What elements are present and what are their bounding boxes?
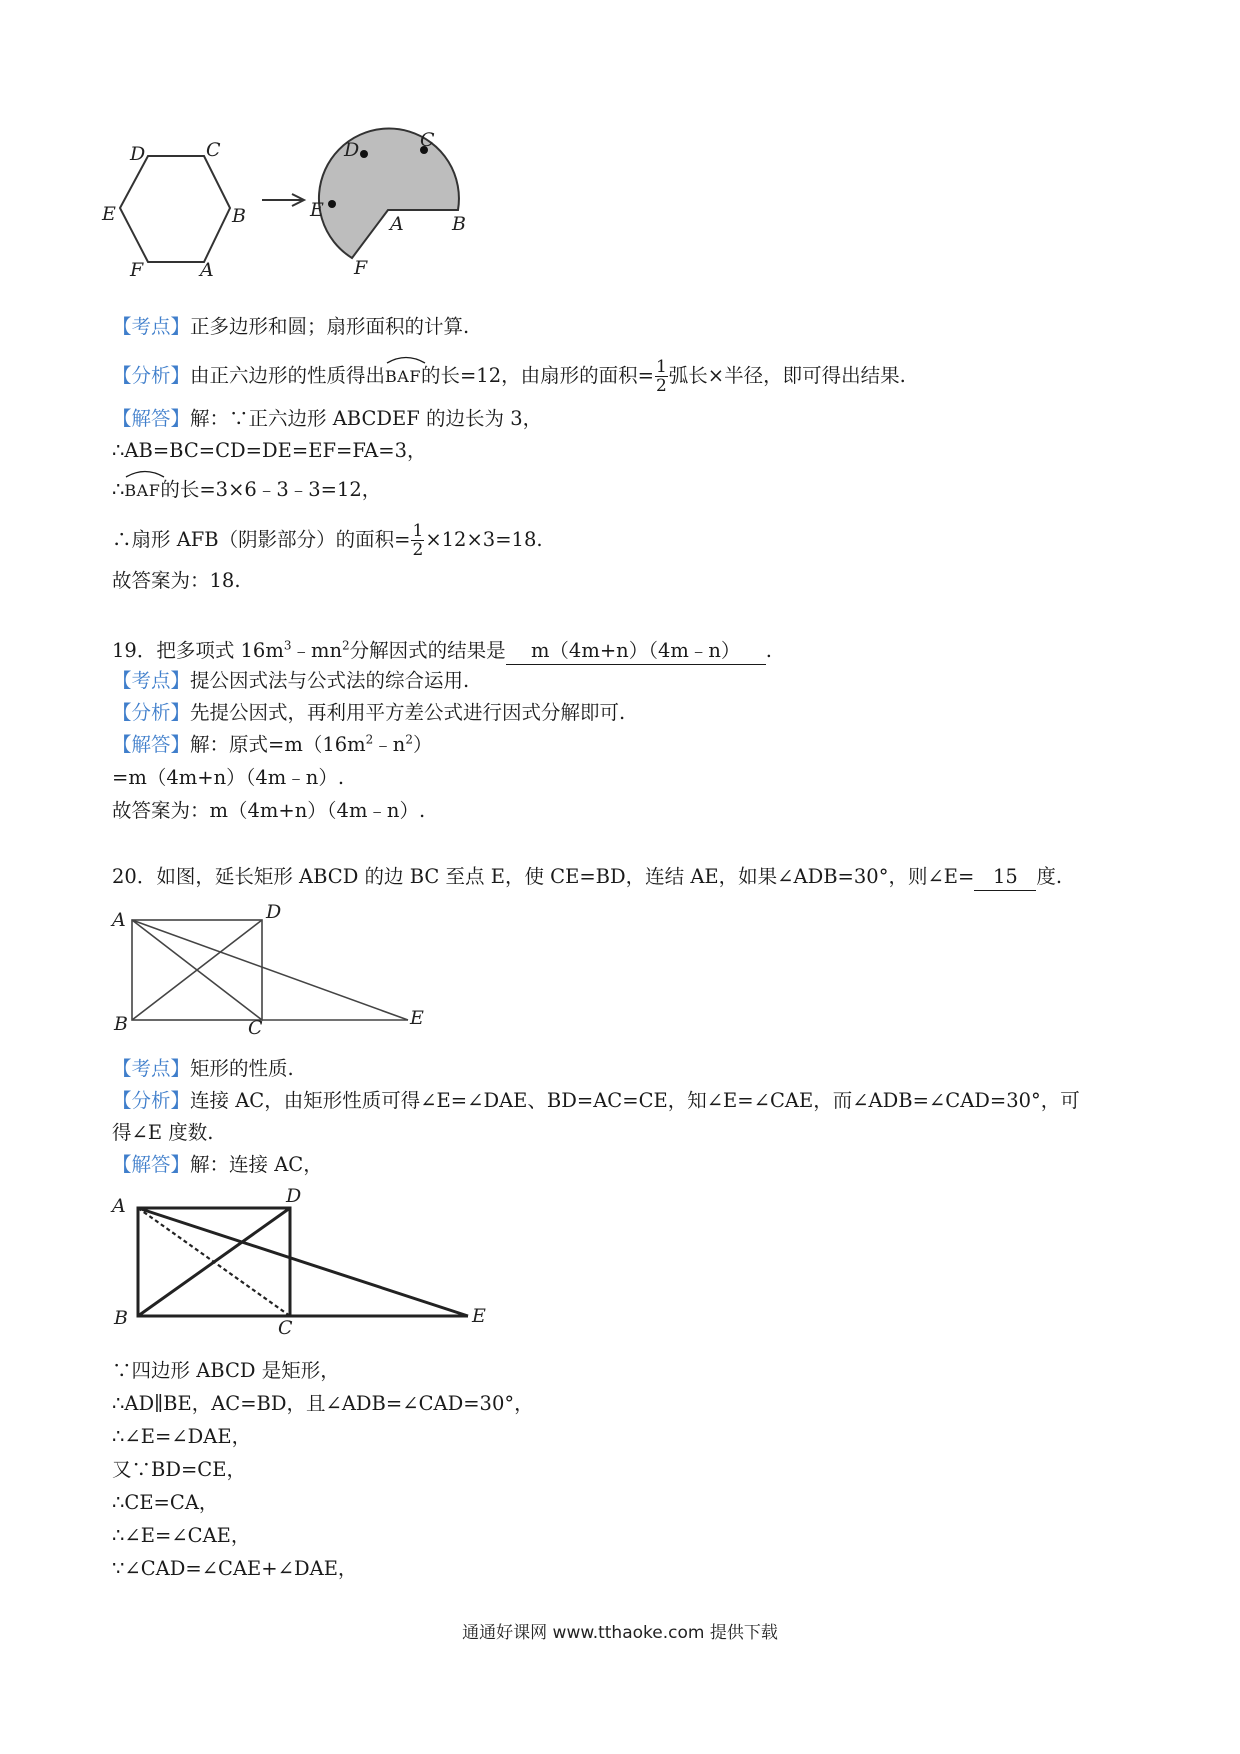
arc-mark-icon — [124, 468, 166, 478]
sector-label-c: C — [420, 129, 435, 151]
sector-label-e: E — [310, 199, 324, 221]
hex-label-e: E — [102, 203, 116, 225]
jieda-sup2: 2 — [405, 732, 413, 747]
q19-sup1: 3 — [283, 638, 292, 653]
fenxi-post: 弧长×半径，即可得出结果. — [668, 364, 906, 387]
page-footer: 通通好课网 www.tthaoke.com 提供下载 — [462, 1623, 778, 1643]
fig1-label-d: D — [266, 901, 282, 923]
q19-step1: =m（4m+n）（4m﹣n）. — [112, 766, 345, 789]
fig1-label-e: E — [410, 1007, 424, 1029]
q19-fenxi — [112, 700, 625, 726]
jieda-text: 解：∵正六边形 ABCDEF 的边长为 3， — [190, 407, 543, 430]
step3-pre: ∴扇形 AFB（阴影部分）的面积= — [112, 528, 411, 551]
figure1-lines — [132, 920, 408, 1020]
q19-question — [112, 638, 772, 665]
fig2-label-e: E — [472, 1305, 486, 1327]
q19-answer-blank: m（4m+n）（4m﹣n） — [506, 638, 766, 665]
rectangle-figure-1 — [108, 902, 438, 1038]
fenxi-text: 先提公因式，再利用平方差公式进行因式分解即可. — [190, 701, 626, 724]
hexagon-sector-figure — [102, 129, 528, 306]
sector-shape — [319, 129, 459, 258]
arc-baf — [385, 360, 421, 390]
fenxi-pre: 由正六边形的性质得出 — [190, 364, 386, 387]
hex-label-c: C — [206, 139, 221, 161]
sector-label-d: D — [344, 139, 360, 161]
q19-question-mid2: 分解因式的结果是 — [349, 639, 506, 662]
jieda-sup1: 2 — [365, 732, 374, 747]
q19-jieda — [112, 732, 433, 758]
q20-kaodian — [112, 1056, 294, 1082]
kaodian-tag: 【考点】 — [112, 315, 191, 338]
prev-step2 — [112, 474, 381, 504]
prev-jieda — [112, 406, 542, 432]
jieda-tag: 【解答】 — [112, 1153, 191, 1176]
fenxi-tag: 【分析】 — [112, 701, 191, 724]
q20-step-6: ∴∠E=∠CAE， — [112, 1524, 251, 1547]
sector-label-f: F — [354, 257, 368, 279]
frac-num: 1 — [412, 521, 424, 541]
q19-question-mid: ﹣mn — [291, 639, 343, 662]
fenxi-tag: 【分析】 — [112, 364, 191, 387]
sector-label-a: A — [390, 213, 404, 235]
q20-step-7: ∵∠CAD=∠CAE+∠DAE， — [112, 1557, 358, 1580]
q20-question-pre: 20．如图，延长矩形 ABCD 的边 BC 至点 E，使 CE=BD，连结 AE，如果∠ADB=30°，则∠E= — [112, 865, 975, 888]
jieda-mid: ﹣n — [373, 733, 406, 756]
arrow — [262, 194, 304, 206]
fig1-label-a: A — [112, 909, 126, 931]
kaodian-text: 矩形的性质. — [190, 1057, 294, 1080]
hexagon-shape — [120, 156, 230, 262]
q20-fenxi — [112, 1088, 1080, 1114]
prev-fenxi — [112, 358, 906, 395]
fig2-label-b: B — [114, 1307, 128, 1329]
fig1-label-b: B — [114, 1013, 128, 1035]
fig1-label-c: C — [248, 1017, 263, 1039]
q19-sup2: 2 — [342, 638, 350, 653]
arc-label: BAF — [124, 481, 161, 500]
q19-question-post: . — [765, 639, 772, 662]
arc-mark-icon — [385, 354, 427, 364]
sector-label-b: B — [452, 213, 466, 235]
fig2-label-d: D — [286, 1185, 302, 1207]
q20-answer-blank: 15 — [974, 864, 1036, 891]
q19-kaodian — [112, 668, 469, 694]
frac-num: 1 — [655, 357, 667, 377]
fraction-half — [655, 358, 668, 395]
kaodian-text: 提公因式法与公式法的综合运用. — [190, 669, 470, 692]
q20-step-3: ∴∠E=∠DAE， — [112, 1425, 252, 1448]
q20-question-post: 度. — [1036, 865, 1063, 888]
fenxi-text: 连接 AC，由矩形性质可得∠E=∠DAE、BD=AC=CE，知∠E=∠CAE，而∠ADB=∠CAD=30°，可 — [190, 1089, 1080, 1112]
arc-baf-2 — [124, 474, 160, 504]
fig2-label-c: C — [278, 1317, 293, 1339]
rectangle-figure-2 — [108, 1185, 508, 1339]
q20-question — [112, 864, 1062, 891]
q20-step-4: 又∵BD=CE， — [112, 1458, 246, 1481]
q20-step-5: ∴CE=CA， — [112, 1491, 219, 1514]
q20-step-1: ∵四边形 ABCD 是矩形， — [112, 1359, 340, 1382]
q20-jieda — [112, 1152, 323, 1178]
frac-den: 2 — [655, 376, 667, 396]
fenxi-tag: 【分析】 — [112, 1089, 191, 1112]
jieda-pre: 解：原式=m（16m — [190, 733, 366, 756]
frac-den: 2 — [412, 540, 424, 560]
q19-question-pre: 19．把多项式 16m — [112, 639, 284, 662]
fig2-label-a: A — [112, 1195, 126, 1217]
hex-label-d: D — [130, 143, 146, 165]
arc-label: BAF — [385, 367, 421, 386]
prev-answer: 故答案为：18. — [112, 569, 241, 592]
kaodian-tag: 【考点】 — [112, 1057, 191, 1080]
kaodian-tag: 【考点】 — [112, 669, 191, 692]
step2-post: 的长=3×6﹣3﹣3=12， — [160, 478, 382, 501]
fraction-half-2 — [411, 522, 424, 559]
fenxi-mid: 的长=12，由扇形的面积= — [420, 364, 654, 387]
prev-step1: ∴AB=BC=CD=DE=EF=FA=3， — [112, 439, 427, 462]
step2-pre: ∴ — [112, 478, 125, 501]
hex-label-a: A — [200, 259, 214, 281]
jieda-post: ） — [413, 733, 433, 756]
prev-step3 — [112, 522, 543, 559]
jieda-tag: 【解答】 — [112, 733, 191, 756]
q19-answer: 故答案为：m（4m+n）（4m﹣n）. — [112, 799, 426, 822]
hex-label-f: F — [130, 259, 144, 281]
figure2-lines — [138, 1208, 468, 1316]
hex-label-b: B — [232, 205, 246, 227]
q20-step-2: ∴AD∥BE，AC=BD，且∠ADB=∠CAD=30°， — [112, 1392, 534, 1415]
q20-fenxi-cont: 得∠E 度数. — [112, 1121, 214, 1144]
prev-kaodian — [112, 314, 469, 340]
kaodian-text: 正多边形和圆；扇形面积的计算. — [190, 315, 470, 338]
step3-post: ×12×3=18. — [425, 528, 543, 551]
jieda-text: 解：连接 AC， — [190, 1153, 323, 1176]
jieda-tag: 【解答】 — [112, 407, 191, 430]
